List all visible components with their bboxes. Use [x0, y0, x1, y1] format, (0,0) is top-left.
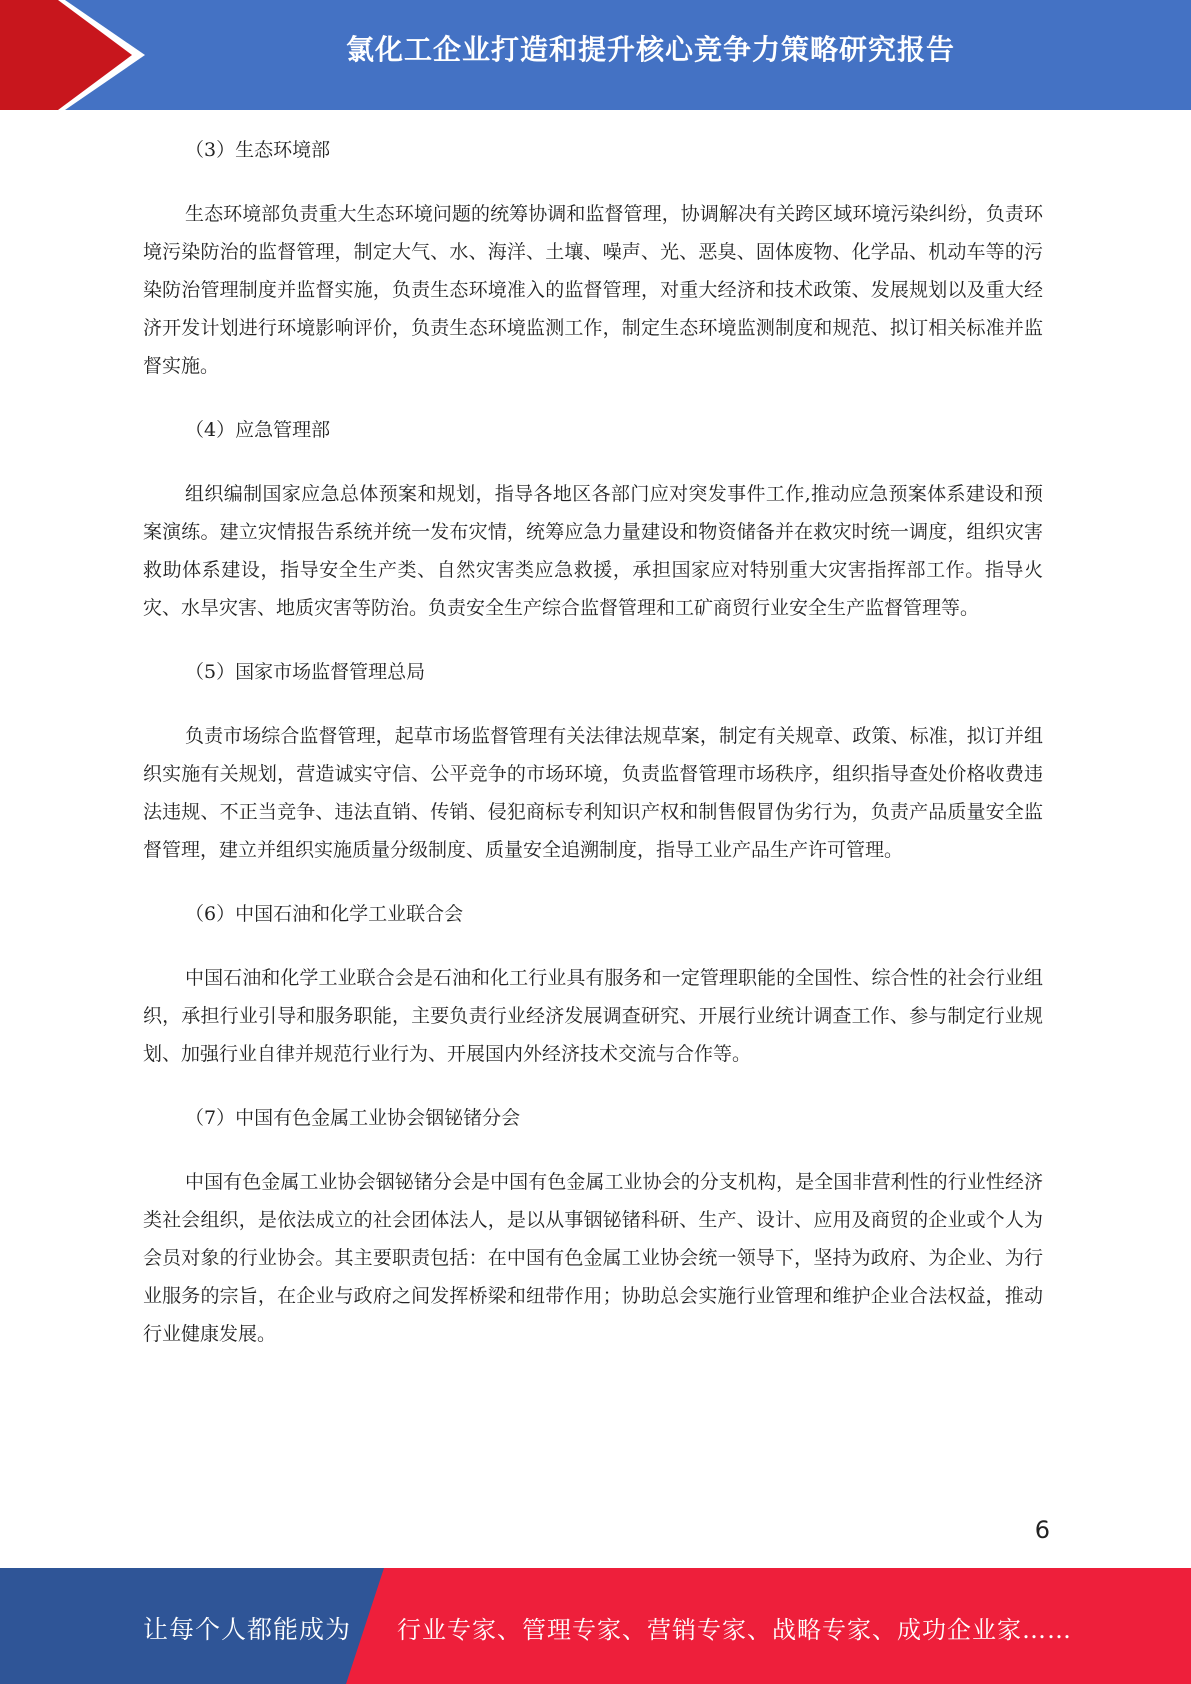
header-arrow-decoration: [0, 0, 160, 110]
section-paragraph: 组织编制国家应急总体预案和规划，指导各地区各部门应对突发事件工作,推动应急预案体系建设和预案演练。建立灾情报告系统并统一发布灾情，统筹应急力量建设和物资储备并在救灾时统一调度，组织灾害救助体系建设，指导安全生产类、自然灾害类应急救援，承担国家应对特别重大灾害指挥部工作。指导火灾、水旱灾害、地质灾害等防治。负责安全生产综合监督管理和工矿商贸行业安全生产监督管理等。: [143, 483, 1043, 619]
section-heading: （4）应急管理部: [185, 419, 331, 441]
section-paragraph: 中国有色金属工业协会铟铋锗分会是中国有色金属工业协会的分支机构，是全国非营利性的行业性经济类社会组织，是依法成立的社会团体法人，是以从事铟铋锗科研、生产、设计、应用及商贸的企业或个人为会员对象的行业协会。其主要职责包括：在中国有色金属工业协会统一领导下，坚持为政府、为企业、为行业服务的宗旨，在企业与政府之间发挥桥梁和纽带作用；协助总会实施行业管理和维护企业合法权益，推动行业健康发展。: [143, 1171, 1043, 1345]
report-title: 氯化工企业打造和提升核心竞争力策略研究报告: [345, 33, 955, 66]
page-header: [0, 0, 1191, 110]
section-paragraph: 负责市场综合监督管理，起草市场监督管理有关法律法规草案，制定有关规章、政策、标准，拟订并组织实施有关规划，营造诚实守信、公平竞争的市场环境，负责监督管理市场秩序，组织指导查处价格收费违法违规、不正当竞争、违法直销、传销、侵犯商标专利知识产权和制售假冒伪劣行为，负责产品质量安全监督管理，建立并组织实施质量分级制度、质量安全追溯制度，指导工业产品生产许可管理。: [143, 725, 1043, 861]
section-heading: （3）生态环境部: [185, 139, 331, 161]
section-heading: （5）国家市场监督管理总局: [185, 661, 426, 683]
section-paragraph: 生态环境部负责重大生态环境问题的统筹协调和监督管理，协调解决有关跨区域环境污染纠纷，负责环境污染防治的监督管理，制定大气、水、海洋、土壤、噪声、光、恶臭、固体废物、化学品、机动车等的污染防治管理制度并监督实施，负责生态环境准入的监督管理，对重大经济和技术政策、发展规划以及重大经济开发计划进行环境影响评价，负责生态环境监测工作，制定生态环境监测制度和规范、拟订相关标准并监督实施。: [143, 203, 1043, 377]
page-footer: [0, 1568, 1191, 1684]
page-number: 6: [1034, 1516, 1050, 1544]
footer-slogan-right: 行业专家、管理专家、营销专家、战略专家、成功企业家……: [397, 1616, 1072, 1644]
footer-slogan-left: 让每个人都能成为: [143, 1615, 352, 1644]
section-heading: （6）中国石油和化学工业联合会: [185, 903, 464, 925]
section-paragraph: 中国石油和化学工业联合会是石油和化工行业具有服务和一定管理职能的全国性、综合性的社会行业组织，承担行业引导和服务职能，主要负责行业经济发展调查研究、开展行业统计调查工作、参与制定行业规划、加强行业自律并规范行业行为、开展国内外经济技术交流与合作等。: [143, 967, 1043, 1065]
section-heading: （7）中国有色金属工业协会铟铋锗分会: [185, 1107, 521, 1129]
document-body: [143, 135, 1043, 1383]
